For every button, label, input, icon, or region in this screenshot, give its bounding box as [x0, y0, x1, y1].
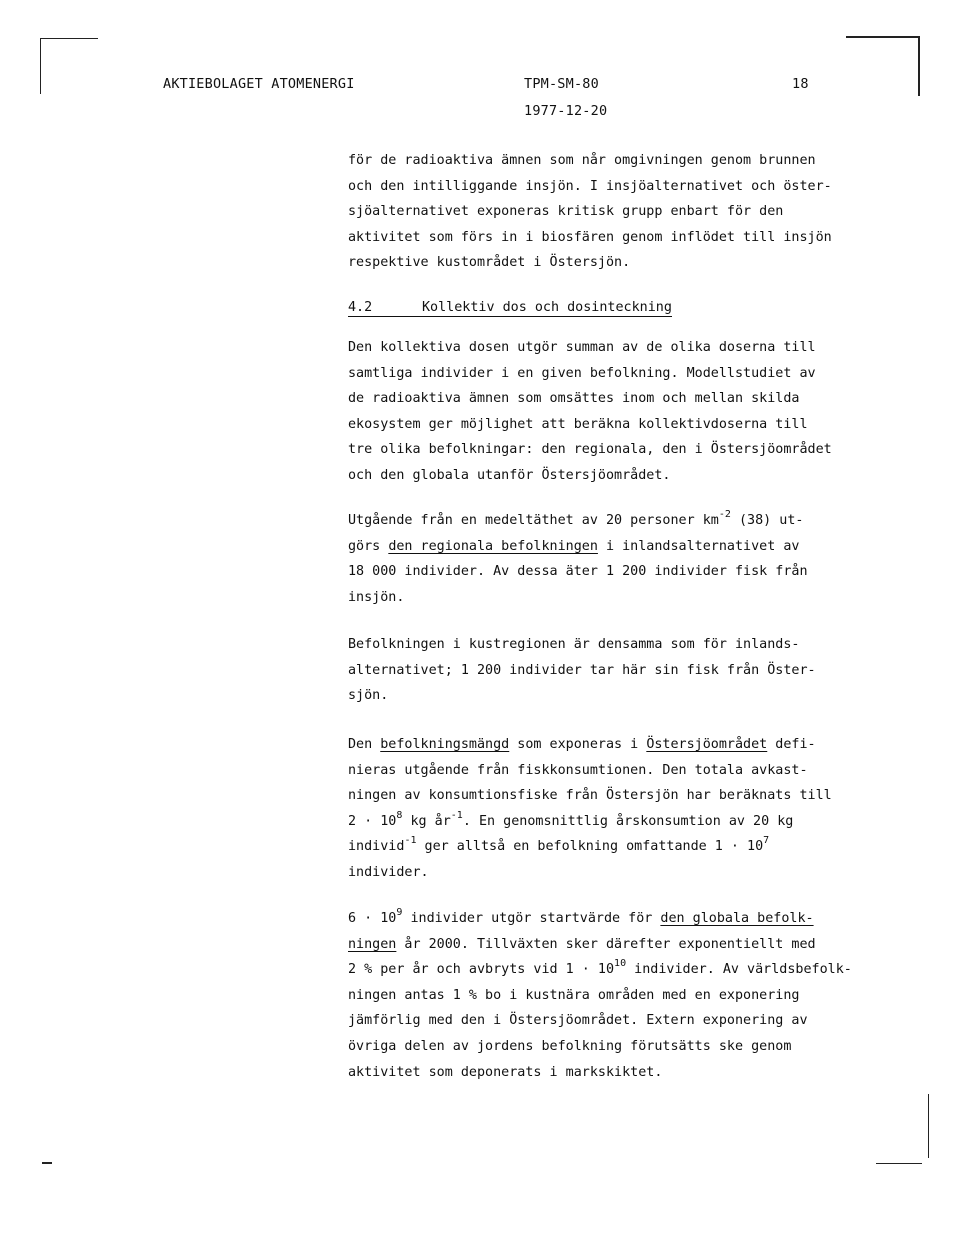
text-fragment: 2 % per år och avbryts vid 1 · 10: [348, 962, 615, 978]
paragraph-collective-dose: [348, 335, 832, 489]
text-fragment: (38) ut-: [730, 513, 804, 528]
text-line: Den kollektiva dosen utgör summan av de olika doserna till: [348, 340, 816, 355]
underlined-term: den regionala befolkningen: [388, 538, 598, 554]
text-fragment: görs: [348, 538, 389, 554]
section-number: 4.2: [348, 300, 422, 317]
text-fragment: . En genomsnittlig årskonsumtion av 20 kg: [462, 813, 794, 829]
text-line: för de radioaktiva ämnen som når omgivningen genom brunnen: [348, 153, 816, 168]
paragraph-global-population: [348, 906, 852, 1085]
text-line: ningen av konsumtionsfiske från Östersjön har beräknats till: [348, 788, 832, 804]
paragraph-coastal-population: [348, 632, 818, 709]
text-fragment: Utgående från en medeltäthet av 20 personer km: [348, 513, 719, 528]
header-company: AKTIEBOLAGET ATOMENERGI: [163, 76, 355, 92]
text-line: samtliga individer i en given befolkning. Modellstudiet av: [348, 365, 816, 381]
text-fragment: Den: [348, 737, 381, 752]
text-fragment: i inlandsalternativet av: [597, 538, 800, 554]
text-fragment: som exponeras i: [509, 737, 647, 752]
corner-mark-top-left-horizontal: [40, 38, 98, 39]
superscript: -1: [404, 835, 417, 847]
superscript: 9: [396, 907, 403, 918]
superscript: 8: [396, 809, 403, 821]
text-line: och den intilliggande insjön. I insjöalternativet och öster-: [348, 178, 832, 194]
section-title: Kollektiv dos och dosinteckning: [422, 300, 672, 315]
text-line: övriga delen av jordens befolkning förutsätts ske genom: [348, 1038, 792, 1054]
superscript: 7: [763, 835, 770, 847]
superscript: -1: [450, 809, 463, 821]
text-fragment: 6 · 10: [348, 911, 397, 926]
header-date: 1977-12-20: [524, 103, 608, 119]
text-line: respektive kustområdet i Östersjön.: [348, 255, 631, 271]
text-line: ningen antas 1 % bo i kustnära områden med en exponering: [348, 987, 800, 1003]
text-fragment: 2 · 10: [348, 813, 397, 829]
text-fragment: individer utgör startvärde för: [402, 911, 661, 926]
paragraph-regional-population: [348, 508, 818, 610]
superscript: -2: [718, 509, 731, 520]
corner-mark-top-left-vertical: [40, 38, 41, 94]
text-line: alternativet; 1 200 individer tar här sin fisk från Öster-: [348, 662, 816, 678]
text-fragment: år 2000. Tillväxten sker därefter exponentiellt med: [396, 936, 816, 952]
text-line: nieras utgående från fiskkonsumtionen. Den totala avkast-: [348, 762, 808, 778]
intro-paragraph: [348, 148, 832, 276]
text-line: de radioaktiva ämnen som omsättes inom och mellan skilda: [348, 391, 800, 407]
underlined-term: ningen: [348, 936, 397, 952]
text-line: och den globala utanför Östersjöområdet.: [348, 467, 671, 483]
text-fragment: individer. Av världsbefolk-: [626, 962, 852, 978]
text-line: aktivitet som förs in i biosfären genom inflödet till insjön: [348, 229, 832, 245]
underlined-term: Östersjöområdet: [646, 737, 768, 752]
text-line: [348, 508, 818, 534]
text-line: sjöalternativet exponeras kritisk grupp enbart för den: [348, 204, 784, 220]
text-line: [348, 957, 852, 983]
text-line: [348, 932, 818, 958]
paragraph-baltic-population: [348, 732, 832, 886]
scan-speck: [42, 1162, 52, 1164]
text-line: [348, 906, 818, 932]
header-report-id: TPM-SM-80: [524, 76, 599, 92]
corner-mark-bottom-right-vertical: [928, 1094, 929, 1158]
text-line: 18 000 individer. Av dessa äter 1 200 individer fisk från: [348, 564, 808, 580]
corner-mark-top-right-vertical: [918, 36, 920, 96]
header-page-number: 18: [792, 76, 809, 92]
text-fragment: defi-: [767, 737, 816, 752]
corner-mark-bottom-right-horizontal: [876, 1163, 922, 1164]
underlined-term: den globala befolk-: [660, 911, 814, 926]
underlined-term: befolkningsmängd: [380, 737, 510, 752]
corner-mark-top-right-horizontal: [846, 36, 920, 38]
text-line: Befolkningen i kustregionen är densamma som för inlands-: [348, 637, 800, 652]
text-fragment: kg år: [402, 813, 451, 829]
text-line: [348, 732, 818, 758]
text-fragment: ger alltså en befolkning omfattande 1 · 10: [416, 839, 764, 855]
text-fragment: individ: [348, 839, 405, 855]
text-line: tre olika befolkningar: den regionala, den i Östersjöområdet: [348, 442, 832, 458]
text-line: insjön.: [348, 589, 405, 605]
text-line: sjön.: [348, 688, 389, 704]
text-line: [348, 809, 818, 835]
section-heading: [348, 300, 672, 317]
text-line: [348, 834, 818, 860]
text-line: aktivitet som deponerats i markskiktet.: [348, 1064, 663, 1080]
text-line: [348, 534, 818, 560]
text-line: ekosystem ger möjlighet att beräkna kollektivdoserna till: [348, 416, 808, 432]
superscript: 10: [614, 958, 627, 970]
text-line: jämförlig med den i Östersjöområdet. Extern exponering av: [348, 1013, 808, 1029]
text-line: individer.: [348, 864, 429, 880]
